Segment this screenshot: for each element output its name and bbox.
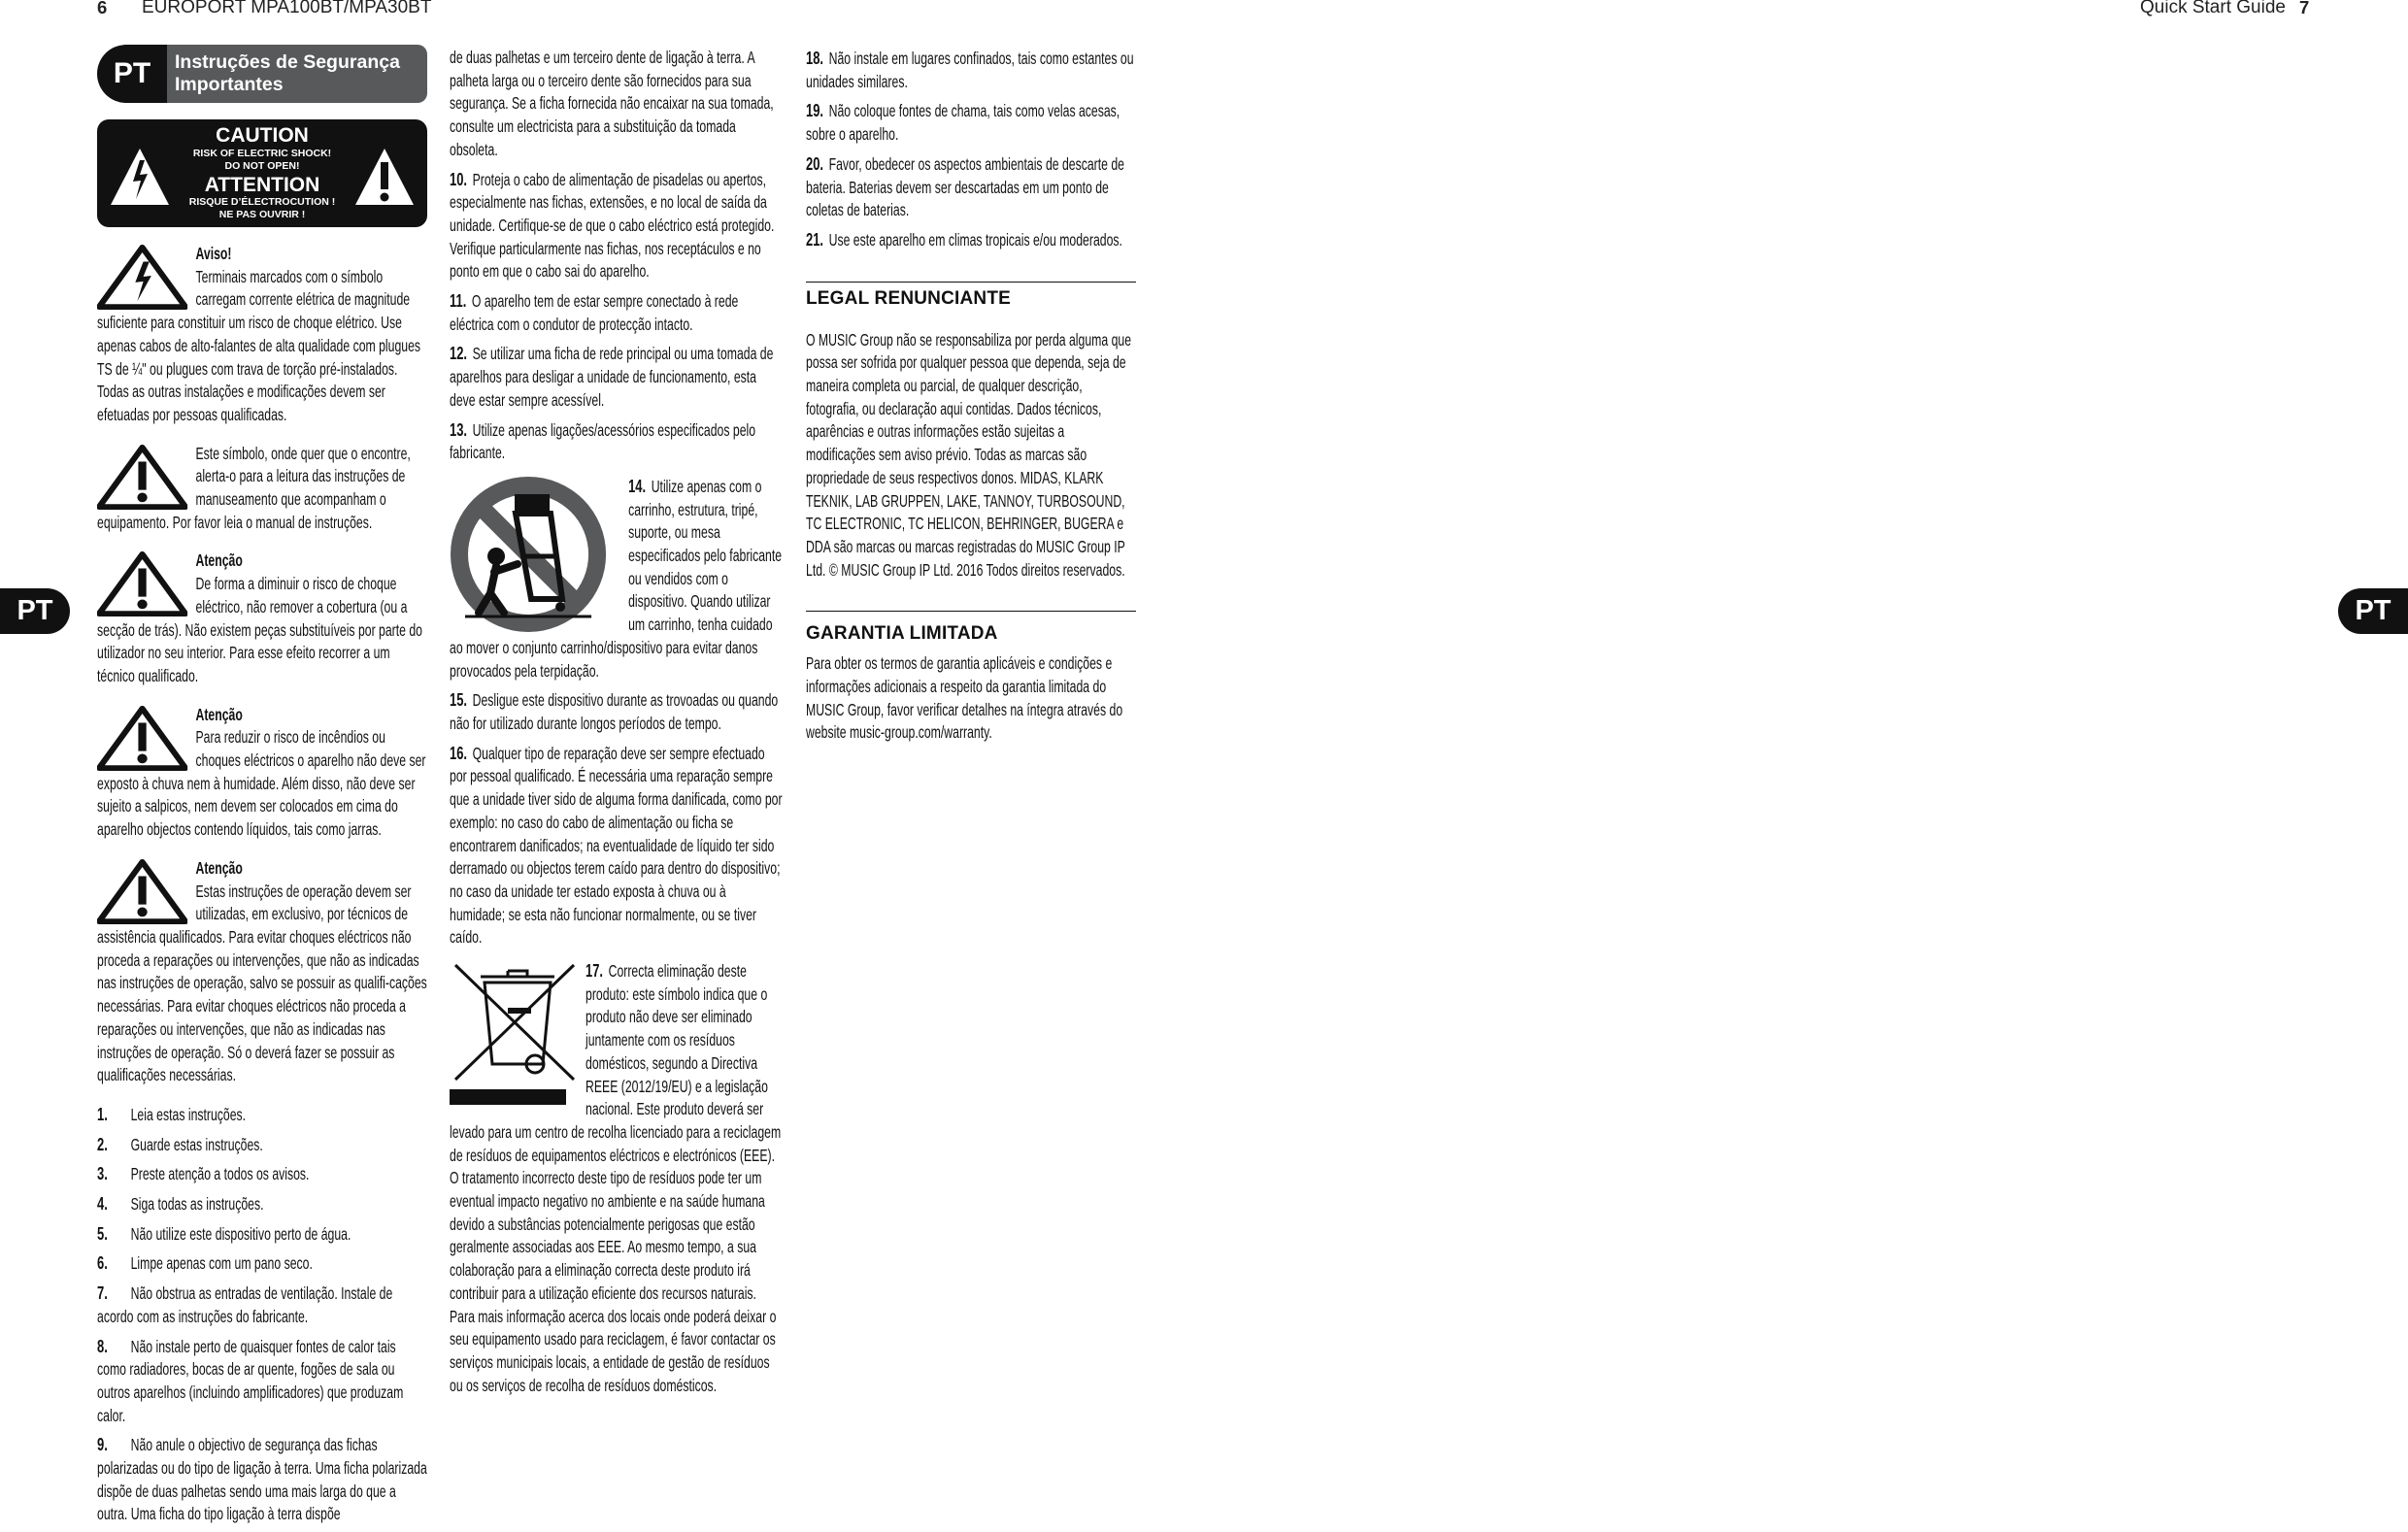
item-text: Não coloque fontes de chama, tais como velas acesas, sobre o aparelho. (806, 101, 1120, 145)
item-number: 3. (97, 1163, 108, 1184)
caution-title: CAUTION (216, 124, 309, 147)
warranty-heading: GARANTIA LIMITADA (806, 623, 998, 645)
warning-block (97, 443, 427, 535)
divider (806, 282, 1136, 283)
instruction-item (450, 342, 785, 412)
lightning-warning-icon (97, 245, 187, 311)
warning-text: De forma a diminuir o risco de choque eléctrico, não remover a cobertura (ou a secção de trás). Não existem peças substituíveis por parte do utilizador no seu interior. Para esse efeito recorrer a um técnico qualificado. (97, 574, 423, 685)
exclamation-warning-icon (97, 551, 187, 617)
guide-title: Quick Start Guide (2140, 0, 2286, 17)
item-number: 4. (97, 1193, 108, 1215)
item-text: Não obstrua as entradas de ventilação. Instale de acordo com as instruções do fabricante. (97, 1283, 393, 1326)
item-number: 14. (628, 475, 647, 496)
item-number: 5. (97, 1222, 108, 1244)
page-title (167, 45, 427, 103)
item-text: Preste atenção a todos os avisos. (130, 1164, 310, 1184)
item-text: Correcta eliminação deste produto: este símbolo indica que o produto não deve ser eliminado juntamente com os resíduos domésticos, segundo a Directiva REEE (2012/19/EU) e a legislação nacional. Este produto deverá ser levado para um centro de recolha licenciado para a reciclagem de resíduos de equipamentos eléctricos e electrónicos (EEE). O tratamento incorrecto deste tipo de resíduos pode ter um eventual impacto negativo no ambiente e na saúde humana devido a substâncias potencialmente perigosas que estão geralmente associadas aos EEE. Ao mesmo tempo, a sua colaboração para a eliminação correcta deste produto irá contribuir para a utilização eficiente dos recursos naturais. Para mais informação acerca dos locais onde poderá deixar o seu equipamento usado para reciclagem, é favor contactar os serviços municipais locais, a entidade de gestão de resíduos ou os serviços de recolha de resíduos domésticos. (450, 961, 782, 1395)
warning-block (97, 243, 427, 427)
attention-line-1: RISQUE D’ÉLECTROCUTION ! (188, 196, 336, 208)
warning-title: Atenção (195, 857, 243, 878)
instruction-item (450, 959, 785, 1397)
item-number: 15. (450, 689, 468, 711)
instruction-item (97, 1103, 427, 1127)
item-text: Leia estas instruções. (130, 1104, 247, 1124)
item-number: 13. (450, 418, 468, 440)
item-number: 2. (97, 1133, 108, 1154)
legal-text: O MUSIC Group não se responsabiliza por perda alguma que possa ser sofrida por qualquer pessoa que dependa, seja de maneira completa ou parcial, de qualquer descrição, fotografia, ou declaração aqui contidas. Dados técnicos, aparências e outras informações estão sujeitas a modificações sem aviso prévio. Todas as marcas são propriedade de seus respectivos donos. MIDAS, KLARK TEKNIK, LAB GRUPPEN, LAKE, TANNOY, TURBOSOUND, TC ELECTRONIC, TC HELICON, BEHRINGER, BUGERA e DDA são marcas ou marcas registradas do MUSIC Group IP Ltd. © MUSIC Group IP Ltd. 2016 Todos direitos reservados. (806, 329, 1132, 580)
warranty-text: Para obter os termos de garantia aplicáveis e condições e informações adicionais a respeito da garantia limitada do MUSIC Group, favor verificar detalhes na íntegra através do website music-group.com/warranty. (806, 653, 1123, 743)
instruction-item (97, 1222, 427, 1247)
instruction-item (97, 1133, 427, 1157)
item-text: Desligue este dispositivo durante as trovoadas ou quando não for utilizado durante longos períodos de tempo. (450, 690, 779, 733)
item-text: O aparelho tem de estar sempre conectado à rede eléctrica com o condutor de protecção intacto. (450, 291, 739, 334)
warning-title: Aviso! (195, 244, 232, 263)
item-number: 9. (97, 1434, 108, 1455)
item-text: Se utilizar uma ficha de rede principal ou uma tomada de aparelhos para desligar a unidade de funcionamento, esta deve estar sempre acessível. (450, 344, 774, 410)
instruction-item (806, 152, 1136, 222)
instruction-item (97, 1192, 427, 1216)
instruction-item (450, 168, 785, 284)
item-number: 20. (806, 152, 824, 174)
exclamation-warning-icon (97, 859, 187, 925)
warning-text: Este símbolo, onde quer que o encontre, alerta-o para a leitura das instruções de manuseamento que acompanham o equipamento. Por favor leia o manual de instruções. (97, 443, 411, 532)
item-number: 11. (450, 290, 467, 312)
instruction-item (97, 1282, 427, 1328)
item-number: 1. (97, 1103, 108, 1124)
right-page-number: 7 (2299, 0, 2310, 17)
title-line-1: Instruções de Segurança (175, 51, 400, 73)
item-text: Utilize apenas ligações/acessórios especificados pelo fabricante. (450, 419, 756, 463)
left-page-number: 6 (97, 0, 108, 17)
section-title-badge (97, 45, 427, 103)
language-code: PT (97, 45, 167, 103)
item-number: 18. (806, 48, 824, 68)
item-number: 7. (97, 1282, 108, 1304)
instruction-item (450, 289, 785, 336)
legal-heading: LEGAL RENUNCIANTE (806, 287, 1011, 309)
item-text: Favor, obedecer os aspectos ambientais de descarte de bateria. Baterias devem ser descartadas em um ponto de coletas de baterias. (806, 153, 1124, 220)
item-text: Limpe apenas com um pano seco. (130, 1253, 313, 1274)
instruction-item (97, 1162, 427, 1186)
item-number: 10. (450, 168, 468, 189)
instruction-item (97, 1251, 427, 1276)
instruction-item (450, 418, 785, 465)
warning-text: Estas instruções de operação devem ser utilizadas, em exclusivo, por técnicos de assistência qualificados. Para evitar choques eléctricos não proceda a reparações ou intervenções, que não as indicadas nas instruções de operação, salvo se possuir as qualifi-cações necessárias. Para evitar choques eléctricos não proceda a reparações ou intervenções, que não as indicadas nas instruções de operação. Só o deverá fazer se possuir as qualificações necessárias. (97, 881, 427, 1085)
column-1 (97, 243, 427, 1532)
item-number: 16. (450, 742, 468, 763)
warning-title: Atenção (195, 704, 243, 724)
item-text: Não utilize este dispositivo perto de água. (130, 1223, 351, 1244)
caution-label (97, 119, 427, 227)
language-tab-right: PT (2338, 588, 2408, 634)
column-3 (806, 47, 1136, 750)
attention-line-2: NE PAS OUVRIR ! (218, 209, 306, 220)
exclamation-warning-icon (97, 445, 187, 511)
instruction-item (97, 1335, 427, 1428)
caution-line-1: RISK OF ELECTRIC SHOCK! (192, 148, 332, 159)
warning-block (97, 704, 427, 842)
instruction-item (450, 688, 785, 735)
warning-block (97, 550, 427, 687)
item-number: 19. (806, 100, 824, 121)
item-text: Não anule o objectivo de segurança das fichas polarizadas ou do tipo de ligação à terra. Uma ficha polarizada dispõe de duas palhetas sendo uma mais larga do que a outra. Uma ficha do tipo ligação à terra dispõe (97, 1435, 427, 1524)
column-2 (450, 47, 785, 1403)
item-text: Siga todas as instruções. (130, 1194, 264, 1215)
item-text: Proteja o cabo de alimentação de pisadelas ou apertos, especialmente nas fichas, extensões, e no local de saída da unidade. Certifique-se de que o cabo eléctrico está protegido. Verifique particularmente nas fichas, nos receptáculos e no ponto em que o cabo sai do aparelho. (450, 169, 775, 282)
instruction-item (450, 742, 785, 949)
weee-bin-icon (450, 959, 585, 1105)
language-tab-left: PT (0, 588, 70, 634)
item-text: Não instale em lugares confinados, tais como estantes ou unidades similares. (806, 49, 1134, 91)
product-name: EUROPORT MPA100BT/MPA30BT (142, 0, 432, 17)
item-text: Não instale perto de quaisquer fontes de calor tais como radiadores, bocas de ar quente, fogões de sala ou outros aparelhos (incluindo amplificadores) que produzam calor. (97, 1336, 404, 1425)
instruction-item (806, 228, 1136, 252)
item-number: 6. (97, 1252, 108, 1274)
warning-block (97, 857, 427, 1087)
item-number: 21. (806, 228, 824, 250)
instruction-item (450, 475, 785, 683)
item-text: Use este aparelho em climas tropicais e/ou moderados. (828, 229, 1122, 250)
item-text: Qualquer tipo de reparação deve ser sempre efectuado por pessoal qualificado. É necessária uma reparação sempre que a unidade tiver sido de alguma forma danificada, como por exemplo: no caso do cabo de alimentação ou ficha se encontrarem danificados; na eventualidade de líquido ter sido derramado ou objectos terem caído para dentro do dispositivo; no caso da unidade ter estado exposta à chuva ou à humidade; se esta não funcionar normalmente, ou se tiver caído. (450, 743, 783, 948)
instruction-item (806, 99, 1136, 146)
attention-title: ATTENTION (204, 174, 320, 196)
item-text: Guarde estas instruções. (130, 1134, 263, 1154)
item-text: Utilize apenas com o carrinho, estrutura, tripé, suporte, ou mesa especificados pelo fabricante ou vendidos com o dispositivo. Quando utilizar um carrinho, tenha cuidado ao mover o conjunto carrinho/dispositivo para evitar danos provocados pela terpidação. (450, 476, 783, 681)
instruction-item (806, 47, 1136, 93)
item-number: 12. (450, 343, 468, 364)
instruction-9-continued: de duas palhetas e um terceiro dente de ligação à terra. A palheta larga ou o terceiro dente são fornecidos para sua segurança. Se a ficha fornecida não encaixar na sua tomada, consulte um electricista para a substituição da tomada obsoleta. (450, 48, 774, 159)
item-number: 8. (97, 1335, 108, 1356)
warning-text: Para reduzir o risco de incêndios ou choques eléctricos o aparelho não deve ser exposto à chuva nem à humidade. Além disso, não deve ser sujeito a salpicos, nem devem ser colocados em cima do aparelho objectos contendo líquidos, tais como jarras. (97, 727, 426, 840)
cart-warning-icon (450, 475, 628, 635)
exclamation-warning-icon (97, 706, 187, 772)
caution-line-2: DO NOT OPEN! (224, 160, 300, 172)
item-number: 17. (585, 960, 604, 982)
title-line-2: Importantes (175, 74, 284, 95)
warning-title: Atenção (195, 550, 243, 571)
instruction-item (97, 1433, 427, 1526)
warning-text: Terminais marcados com o símbolo carregam corrente elétrica de magnitude suficiente para constituir um risco de choque elétrico. Use apenas cabos de alto-falantes de alta qualidade com plugues TS de ¼" ou plugues com trava de torção pré-instalados. Todas as outras instalações e modificações devem ser efetuadas por pessoas qualificadas. (97, 266, 421, 424)
divider (806, 611, 1136, 612)
